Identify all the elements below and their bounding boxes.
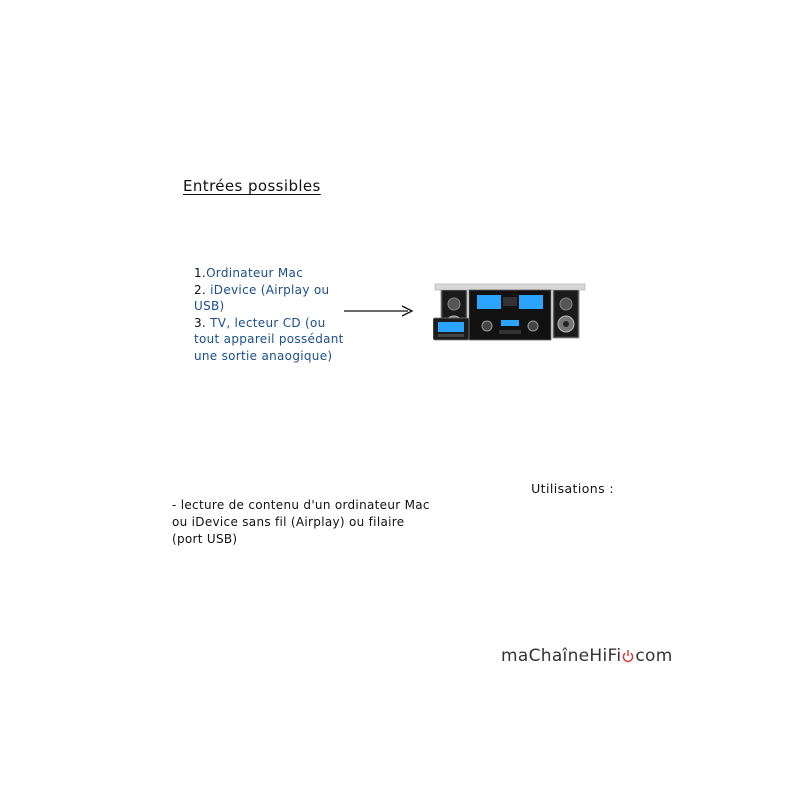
- list-item: 2. iDevice (Airplay ou USB): [194, 282, 330, 313]
- list-item: 1.Ordinateur Mac: [194, 266, 304, 280]
- page-title: Entrées possibles: [183, 177, 321, 195]
- amplifier-image: [433, 268, 589, 348]
- inputs-list: [194, 265, 344, 364]
- power-icon: [622, 649, 634, 663]
- list-item: 3. TV, lecteur CD (ou tout appareil possédant une sortie anaogique): [194, 315, 344, 363]
- uses-body: - lecture de contenu d'un ordinateur Mac ou iDevice sans fil (Airplay) ou filaire (port USB): [172, 498, 430, 546]
- arrow-right-icon: [344, 303, 416, 319]
- uses-title: Utilisations :: [531, 481, 614, 496]
- site-logo: maChaîneHiFi com: [501, 646, 673, 666]
